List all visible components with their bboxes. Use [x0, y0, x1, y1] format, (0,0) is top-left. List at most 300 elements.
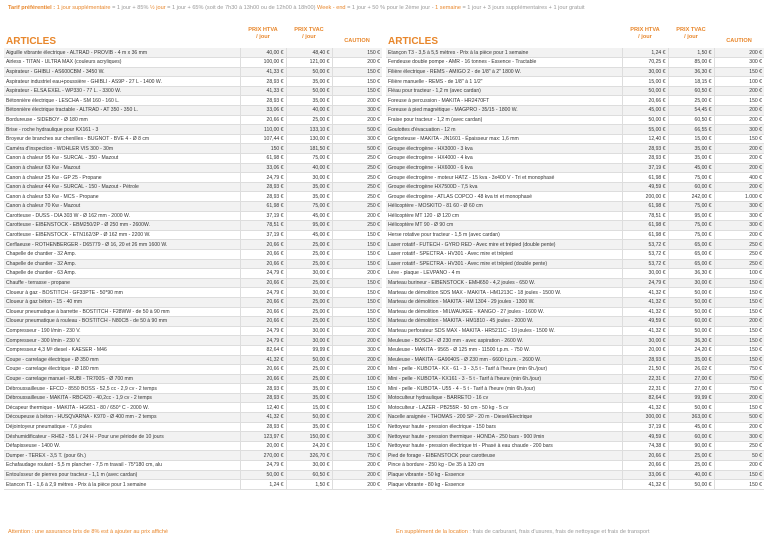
price-htva: 50,00 € [240, 470, 286, 480]
caution: 150 € [332, 230, 382, 240]
article-name: Brise - roche hydraulique pour KX161 - 3 [4, 125, 240, 135]
price-htva: 41,32 € [622, 307, 668, 317]
article-name: Bordureuse - SIDEBOY - Ø 180 mm [4, 115, 240, 125]
article-name: Cloueur pneumatique à rouleau - BOSTITCH - N80CB - de 50 à 90 mm [4, 317, 240, 327]
price-tvac: 48,40 € [286, 48, 332, 58]
price-tvac: 50,00 € [286, 355, 332, 365]
article-name: Filière manuelle - REMS - de 1/8" à 1 1/2" [386, 77, 622, 87]
price-htva: 78,51 € [622, 211, 668, 221]
article-name: Pince à bordure - 250 kg - De 35 à 120 cm [386, 461, 622, 471]
price-tvac: 25,00 € [286, 240, 332, 250]
article-name: Cerflaeuse - ROTHENBERGER - D65779 - Ø 16, 20 et 26 mm 1600 W. [4, 240, 240, 250]
price-tvac: 50,00 € [668, 326, 714, 336]
price-tvac: 50,00 € [668, 297, 714, 307]
price-tvac: 35,00 € [668, 355, 714, 365]
article-name: Nettoyeur haute - pression électrique - 150 bars [386, 422, 622, 432]
caution: 300 € [714, 211, 764, 221]
caution: 150 € [714, 278, 764, 288]
article-name: Groupe électrogène - HX4000 - 4 kva [386, 154, 622, 164]
table-row [4, 403, 382, 413]
table-row [4, 77, 382, 87]
caution: 150 € [332, 278, 382, 288]
price-tvac: 60,50 € [668, 86, 714, 96]
table-row [4, 144, 382, 154]
table-row [386, 182, 764, 192]
caution: 200 € [714, 115, 764, 125]
price-htva: 30,00 € [622, 67, 668, 77]
price-htva: 107,44 € [240, 134, 286, 144]
caution: 250 € [714, 259, 764, 269]
price-htva: 61,98 € [622, 221, 668, 231]
article-name: Canon à chaleur 53 Kw - MCS - Propane [4, 192, 240, 202]
price-htva: 41,32 € [622, 403, 668, 413]
table-row [4, 461, 382, 471]
article-name: Lève - plaque - LEVPANO - 4 m [386, 269, 622, 279]
price-tvac: 45,00 € [286, 230, 332, 240]
article-name: Débroussailleuse - EFCO - 8550 BOSS - 52,5 cc - 2,9 cv - 2 temps [4, 384, 240, 394]
caution: 200 € [714, 154, 764, 164]
caution: 150 € [332, 307, 382, 317]
article-name: Déshumidificateur - RH62 - 55 L / 24 H - Pour une période de 10 jours [4, 432, 240, 442]
caution: 250 € [332, 163, 382, 173]
price-htva: 300,00 € [622, 413, 668, 423]
caution: 150 € [714, 288, 764, 298]
caution: 100 € [714, 269, 764, 279]
caution: 150 € [332, 422, 382, 432]
table-row [386, 345, 764, 355]
price-tvac: 1,50 € [668, 48, 714, 58]
price-tvac: 75,00 € [668, 230, 714, 240]
table-row [386, 67, 764, 77]
table-row [4, 441, 382, 451]
price-htva: 12,40 € [622, 134, 668, 144]
table-row [386, 422, 764, 432]
table-row [386, 144, 764, 154]
article-name: Hélicoptère MT 90 - Ø 90 cm [386, 221, 622, 231]
article-name: Groupe électrogène - ATLAS COPCO - 48 kva tri et monophasé [386, 192, 622, 202]
table-row [386, 441, 764, 451]
rate-extra-day: 1 jour supplémentaire [56, 5, 111, 11]
price-tvac: 35,00 € [286, 422, 332, 432]
article-name: Défapisseuse - 1400 W. [4, 441, 240, 451]
caution: 150 € [332, 297, 382, 307]
price-htva: 20,00 € [622, 345, 668, 355]
price-htva: 45,00 € [622, 106, 668, 116]
table-row [386, 211, 764, 221]
price-htva: 37,19 € [240, 230, 286, 240]
price-tvac: 75,00 € [286, 202, 332, 212]
rate-half-day: ½ jour [150, 5, 166, 11]
price-htva: 20,66 € [240, 307, 286, 317]
table-row [386, 163, 764, 173]
price-tvac: 35,00 € [286, 192, 332, 202]
rate-weekend: Week - end [317, 5, 346, 11]
article-name: Motoculteur - LAZER - PB255R - 50 cm - 50 kg - 5 cv [386, 403, 622, 413]
price-htva: 41,32 € [622, 288, 668, 298]
price-htva: 50,00 € [622, 115, 668, 125]
price-tvac: 75,00 € [668, 173, 714, 183]
price-htva: 20,66 € [240, 374, 286, 384]
price-htva: 24,79 € [240, 269, 286, 279]
articles-table-left [4, 48, 382, 490]
price-htva: 70,25 € [622, 58, 668, 68]
caution: 250 € [332, 192, 382, 202]
article-name: Décapeur thermique - MAKITA - HG651 - 80 / 650° C - 2000 W. [4, 403, 240, 413]
caution: 150 € [714, 345, 764, 355]
price-htva: 82,64 € [240, 345, 286, 355]
table-row [4, 470, 382, 480]
article-name: Meuleuse - MAKITA - GA9040S - Ø 230 mm - 6600 t.p.m. - 2600 W. [386, 355, 622, 365]
price-htva: 22,31 € [622, 374, 668, 384]
caution: 300 € [714, 58, 764, 68]
price-htva-heading: PRIX HTVA / jour [630, 27, 660, 40]
caution: 1.000 € [714, 192, 764, 202]
right-price-column [386, 24, 764, 490]
caution: 300 € [332, 134, 382, 144]
price-htva: 41,32 € [240, 413, 286, 423]
price-tvac: 65,00 € [668, 240, 714, 250]
caution: 200 € [332, 211, 382, 221]
price-htva: 61,98 € [622, 202, 668, 212]
article-name: Carotteuse - EIBENSTOCK - EBM250/2P - Ø 250 mm - 2600W. [4, 221, 240, 231]
price-tvac: 15,00 € [286, 403, 332, 413]
article-name: Dumper - TEREX - 3,5 T. (pour 6h.) [4, 451, 240, 461]
caution: 150 € [332, 48, 382, 58]
table-row [4, 96, 382, 106]
price-htva: 1,24 € [240, 480, 286, 490]
caution: 150 € [714, 336, 764, 346]
table-row [386, 393, 764, 403]
table-row [386, 336, 764, 346]
table-row [386, 192, 764, 202]
extra-costs-note: En supplément de la location : frais de carburant, frais d'usures, frais de nettoyage et frais de transport [396, 529, 650, 535]
table-row [4, 432, 382, 442]
table-row [386, 355, 764, 365]
table-row [386, 288, 764, 298]
price-tvac: 363,00 € [668, 413, 714, 423]
price-htva: 55,00 € [622, 125, 668, 135]
price-tvac: 30,00 € [286, 288, 332, 298]
price-tvac: 50,00 € [668, 288, 714, 298]
price-htva: 30,00 € [622, 269, 668, 279]
price-tvac: 36,30 € [668, 336, 714, 346]
price-htva: 1,24 € [622, 48, 668, 58]
article-name: Fendeuse double pompe - AMR - 16 tonnes - Essence - Tractable [386, 58, 622, 68]
article-name: Nacelle araignée - THOMAS - 200 SP - 20 m - Diesel/Electrique [386, 413, 622, 423]
price-tvac: 40,00 € [668, 470, 714, 480]
caution: 200 € [332, 480, 382, 490]
article-name: Mini - pelle - KUBOTA - KX - 61 - 3 - 3,5 t - Tarif à l'heure (min 6h./jour) [386, 365, 622, 375]
caution: 150 € [714, 355, 764, 365]
price-tvac: 95,00 € [668, 211, 714, 221]
table-row [4, 374, 382, 384]
price-tvac: 26,02 € [668, 365, 714, 375]
caution: 100 € [332, 374, 382, 384]
price-tvac: 27,00 € [668, 374, 714, 384]
articles-table-right [386, 48, 764, 490]
table-row [4, 249, 382, 259]
caution: 200 € [332, 461, 382, 471]
price-htva: 24,79 € [240, 288, 286, 298]
table-row [4, 154, 382, 164]
article-name: Entouïsseur de pierres pour tracteur - 1,1 m (avec cardan) [4, 470, 240, 480]
article-name: Groupe électrogène - HX3000 - 3 kva [386, 144, 622, 154]
table-row [4, 240, 382, 250]
left-price-column [4, 24, 382, 490]
article-name: Bétonnière électrique tractable - ALTRAD - AT 350 - 350 L. [4, 106, 240, 116]
article-name: Meuleuse - MAKITA - 9565 - Ø 125 mm - 11500 t.p.m. - 750 W. [386, 345, 622, 355]
article-name: Goulottes d'évacuation - 12 m [386, 125, 622, 135]
price-tvac: 121,00 € [286, 58, 332, 68]
article-name: Aspirateur industriel eau+poussière - GHIBLI - AS9P - 27 L - 1400 W. [4, 77, 240, 87]
article-name: Nettoyeur haute - pression électrique tri - Phasé à eau chaude - 200 bars [386, 441, 622, 451]
price-htva: 78,51 € [240, 221, 286, 231]
article-name: Marteau de démolition - MAKITA - HM 1304 - 29 joules - 1300 W. [386, 297, 622, 307]
caution: 150 € [714, 134, 764, 144]
price-htva: 40,00 € [240, 48, 286, 58]
table-row [4, 259, 382, 269]
article-name: Chapelle de chantier - 63 Amp. [4, 269, 240, 279]
price-htva: 22,31 € [622, 384, 668, 394]
price-tvac: 25,00 € [286, 115, 332, 125]
price-htva: 82,64 € [622, 393, 668, 403]
price-htva: 24,79 € [240, 461, 286, 471]
table-row [4, 182, 382, 192]
table-header [386, 24, 764, 48]
table-row [386, 461, 764, 471]
caution: 200 € [714, 422, 764, 432]
price-htva: 28,93 € [240, 96, 286, 106]
caution-heading: CAUTION [344, 38, 370, 44]
table-row [386, 317, 764, 327]
table-row [386, 259, 764, 269]
caution: 300 € [714, 221, 764, 231]
price-htva: 28,93 € [622, 144, 668, 154]
price-tvac: 50,00 € [668, 307, 714, 317]
article-name: Compresseur - 190 l/min - 230 V. [4, 326, 240, 336]
article-name: Echafaudage roulant - 5,5 m plancher - 7,5 m travail - 75*180 cm, alu [4, 461, 240, 471]
caution: 250 € [714, 249, 764, 259]
table-row [4, 134, 382, 144]
caution: 500 € [332, 144, 382, 154]
caution: 750 € [714, 365, 764, 375]
article-name: Marteau burineur - EIBENSTOCK - EMH650 - 4,2 joules - 650 W. [386, 278, 622, 288]
article-name: Plaque vibrante - 50 kg - Essence [386, 470, 622, 480]
caution: 300 € [332, 345, 382, 355]
table-row [4, 288, 382, 298]
price-htva: 37,19 € [240, 211, 286, 221]
table-row [4, 278, 382, 288]
price-tvac: 50,00 € [286, 86, 332, 96]
article-name: Compresseur 4,3 M³ diesel - KAESER - M46 [4, 345, 240, 355]
price-htva: 20,66 € [622, 461, 668, 471]
caution: 200 € [714, 163, 764, 173]
caution: 250 € [714, 240, 764, 250]
price-tvac: 242,00 € [668, 192, 714, 202]
article-name: Groupe électrogène - moteur HATZ - 15 kva - 3x400 V - Tri et monophasé [386, 173, 622, 183]
price-htva: 24,79 € [240, 326, 286, 336]
caution: 150 € [714, 326, 764, 336]
article-name: Laser rotatif - SPECTRA - HV301 - Avec mire et trépied [386, 249, 622, 259]
price-htva: 28,93 € [240, 77, 286, 87]
price-tvac-heading: PRIX TVAC / jour [676, 27, 706, 40]
caution: 150 € [714, 470, 764, 480]
price-htva: 100,00 € [240, 58, 286, 68]
price-tvac: 95,00 € [286, 221, 332, 231]
price-tvac: 25,00 € [286, 317, 332, 327]
price-htva: 20,66 € [240, 278, 286, 288]
caution: 150 € [714, 96, 764, 106]
article-name: Fraise pour tracteur - 1,2 m (avec cardan) [386, 115, 622, 125]
table-row [4, 365, 382, 375]
table-row [386, 125, 764, 135]
caution: 250 € [332, 154, 382, 164]
table-row [386, 173, 764, 183]
table-row [386, 432, 764, 442]
price-tvac: 130,00 € [286, 134, 332, 144]
article-name: Airless - TITAN - ULTRA MAX (couleurs acryliques) [4, 58, 240, 68]
price-tvac: 50,00 € [286, 413, 332, 423]
table-row [4, 230, 382, 240]
article-name: Hélicoptère - MOSKITO - 81 60 - Ø 60 cm [386, 202, 622, 212]
article-name: Marteau de démolition - MILWAUKEE - KANGO - 27 joules - 1600 W. [386, 307, 622, 317]
preferential-rates-bar: Tarif préférentiel : 1 jour supplémentaire = 1 jour + 85% ½ jour = 1 jour + 65% (soit de 7h30 à 13h00 ou de 12h00 à 18h00) Week - end = 1 jour + 50 % pour le 2ème jour - 1 semaine = 1 jour + 3 jours supplémentaires + 1 jour gratuit [8, 5, 585, 11]
price-tvac: 30,00 € [286, 269, 332, 279]
price-tvac: 30,00 € [286, 461, 332, 471]
table-row [4, 393, 382, 403]
article-name: Aiguille vibrante électrique - ALTRAD - PROVIB - 4 m x 36 mm [4, 48, 240, 58]
caution: 250 € [332, 221, 382, 231]
price-htva: 15,00 € [622, 77, 668, 87]
article-name: Groupe électrogène HX7500D - 7,5 kva [386, 182, 622, 192]
price-tvac: 85,00 € [668, 58, 714, 68]
price-htva: 28,93 € [240, 393, 286, 403]
caution: 200 € [332, 326, 382, 336]
caution: 150 € [714, 480, 764, 490]
article-name: Laser rotatif - FUTECH - GYRO RED - Avec mire et trépied (double pente) [386, 240, 622, 250]
price-tvac: 66,55 € [668, 125, 714, 135]
price-htva: 28,93 € [622, 355, 668, 365]
article-name: Foreuse à pied magnétique - MAGPRO - 35/15 - 1800 W. [386, 106, 622, 116]
price-htva: 37,19 € [622, 422, 668, 432]
price-tvac: 36,30 € [668, 269, 714, 279]
table-row [386, 307, 764, 317]
price-htva: 49,59 € [622, 182, 668, 192]
article-name: Compresseur - 300 l/min - 230 V. [4, 336, 240, 346]
table-row [4, 451, 382, 461]
price-htva: 41,33 € [240, 67, 286, 77]
price-htva: 20,66 € [240, 115, 286, 125]
table-row [4, 336, 382, 346]
price-tvac: 25,00 € [668, 96, 714, 106]
price-tvac: 150,00 € [286, 432, 332, 442]
price-tvac: 54,45 € [668, 106, 714, 116]
price-htva: 28,93 € [622, 154, 668, 164]
caution: 150 € [332, 384, 382, 394]
table-row [4, 317, 382, 327]
table-row [4, 58, 382, 68]
table-row [386, 86, 764, 96]
article-name: Découpeuse à béton - HUSQVARNA - K970 - Ø 400 mm - 2 temps [4, 413, 240, 423]
price-tvac: 60,00 € [668, 317, 714, 327]
price-tvac-heading: PRIX TVAC / jour [294, 27, 324, 40]
price-htva: 49,59 € [622, 317, 668, 327]
price-tvac: 181,50 € [286, 144, 332, 154]
price-htva: 33,06 € [240, 106, 286, 116]
caution: 200 € [332, 96, 382, 106]
article-name: Grignoteuse - MAKITA - JN1601 - Épaisseur max: 1,6 mm [386, 134, 622, 144]
table-row [386, 470, 764, 480]
price-tvac: 35,00 € [286, 393, 332, 403]
caution: 200 € [714, 461, 764, 471]
article-name: Foreuse à percussion - MAKITA - HR2470FT [386, 96, 622, 106]
caution: 150 € [332, 86, 382, 96]
table-row [4, 480, 382, 490]
rate-week: 1 semaine [435, 5, 461, 11]
caution: 200 € [332, 470, 382, 480]
table-row [386, 384, 764, 394]
article-name: Canon à chaleur 95 Kw - SURCAL - 350 - Mazout [4, 154, 240, 164]
table-row [386, 58, 764, 68]
article-name: Marteau de démolition - MAKITA - HM1810 - 45 joules - 2000 W. [386, 317, 622, 327]
price-tvac: 90,00 € [668, 441, 714, 451]
article-name: Chapelle de chantier - 32 Amp. [4, 249, 240, 259]
table-row [386, 96, 764, 106]
table-row [4, 355, 382, 365]
price-tvac: 326,70 € [286, 451, 332, 461]
price-htva: 37,19 € [622, 163, 668, 173]
price-htva: 20,66 € [240, 365, 286, 375]
table-row [4, 413, 382, 423]
insurance-note: Attention : une assurance bris de 8% est à ajouter au prix affiché [8, 529, 169, 535]
caution: 200 € [332, 355, 382, 365]
price-htva: 53,72 € [622, 249, 668, 259]
article-name: Broyeur de branches sur chenilles - BUGNOT - BVE 4 - Ø 8 cm [4, 134, 240, 144]
price-tvac: 35,00 € [668, 144, 714, 154]
article-name: Herse rotative pour tracteur - 1,5 m (avec cardan) [386, 230, 622, 240]
table-row [386, 230, 764, 240]
price-htva: 270,00 € [240, 451, 286, 461]
price-htva: 123,97 € [240, 432, 286, 442]
caution: 250 € [332, 173, 382, 183]
table-row [386, 480, 764, 490]
caution: 300 € [332, 106, 382, 116]
price-htva: 20,66 € [240, 240, 286, 250]
table-row [4, 422, 382, 432]
table-row [386, 269, 764, 279]
caution: 150 € [714, 67, 764, 77]
table-row [4, 384, 382, 394]
caution: 200 € [714, 144, 764, 154]
table-row [386, 77, 764, 87]
price-tvac: 99,99 € [668, 393, 714, 403]
table-row [4, 202, 382, 212]
article-name: Coupe - carrelage électrique - Ø 350 mm [4, 355, 240, 365]
article-name: Caméra d'inspection - WOHLER VIS 300 - 30m [4, 144, 240, 154]
table-row [4, 345, 382, 355]
price-tvac: 25,00 € [286, 249, 332, 259]
article-name: Aspirateur - ELSA EXEL - WP330 - 77 L. - 3300 W. [4, 86, 240, 96]
table-row [386, 249, 764, 259]
price-tvac: 24,20 € [668, 345, 714, 355]
price-htva: 53,72 € [622, 259, 668, 269]
article-name: Etançon T3 - 3,5 à 5,5 mètres - Prix à la pièce pour 1 semaine [386, 48, 622, 58]
table-row [4, 221, 382, 231]
price-tvac: 60,50 € [286, 470, 332, 480]
caution: 150 € [332, 403, 382, 413]
price-tvac: 75,00 € [668, 202, 714, 212]
article-name: Motoculteur hydraulique - BARRETO - 16 cv [386, 393, 622, 403]
